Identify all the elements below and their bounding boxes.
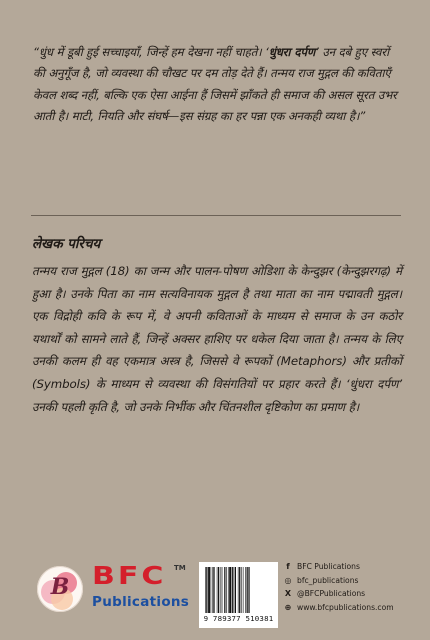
facebook-icon: f <box>286 562 290 572</box>
social-website-label: www.bfcpublications.com <box>297 602 394 612</box>
blurb-quote-open: “धुंध में डूबी हुई सच्चाइयाँ, जिन्हें हम देखना नहीं चाहते। ‘ <box>33 45 269 59</box>
social-item-facebook[interactable] <box>283 560 428 574</box>
logo-monogram: B <box>50 574 70 600</box>
social-item-website[interactable] <box>283 601 428 615</box>
section-divider <box>31 215 401 216</box>
social-facebook-label: BFC Publications <box>297 562 360 572</box>
instagram-icon: ◎ <box>284 575 292 585</box>
isbn-number: 9 789377 510381 <box>203 614 274 623</box>
social-item-instagram[interactable] <box>283 574 428 588</box>
social-links <box>283 560 428 614</box>
isbn-barcode <box>199 562 278 628</box>
footer <box>0 556 430 640</box>
globe-icon: ⊕ <box>284 602 292 612</box>
publisher-subtitle: Publications <box>92 594 190 610</box>
publisher-logo-icon <box>37 566 83 612</box>
social-item-x[interactable] <box>283 587 428 601</box>
trademark-mark: TM <box>174 564 186 572</box>
author-bio: तन्मय राज मुद्गल (18) का जन्म और पालन-पोषण ओडिशा के केन्दुझर (केन्दुझरगढ़) में हुआ है। उनके पिता का नाम सत्यविनायक मुद्गल है तथा माता का नाम पद्मावती मुद्गल। एक विद्रोही कवि के रूप में, वे अपनी कविताओं के माध्यम से समाज के उन कठोर यथार्थों को सामने लाते हैं, जिन्हें अक्सर हाशिए पर धकेल दिया जाता है। तन्मय के लिए उनकी कलम ही वह एकमात्र अस्त्र है, जिससे वे रूपकों (Metaphors) और प्रतीकों (Symbols) के माध्यम से व्यवस्था की विसंगतियों पर प्रहार करते हैं। ‘धुंधरा दर्पण’ उनकी पहली कृति है, जो उनके निर्भीक और चिंतनशील दृष्टिकोण का प्रमाण है। <box>32 264 402 414</box>
book-title: धुंधरा दर्पण <box>268 45 316 59</box>
social-x-label: @BFCPublications <box>297 589 366 599</box>
blurb-quote <box>33 42 401 128</box>
author-heading: लेखक परिचय <box>32 236 101 252</box>
barcode-bars-icon <box>204 567 273 613</box>
social-instagram-label: bfc_publications <box>297 575 359 585</box>
blurb-quote-close: ’ उन दबे हुए स्वरों की अनुगूँज है, जो व्यवस्था की चौखट पर दम तोड़ देते हैं। तन्मय राज मुद्गल की कविताएँ केवल शब्द नहीं, बल्कि एक ऐसा आईना हैं जिसमें झाँकते ही समाज की असल सूरत उभर आती है। माटी, नियति और संघर्ष—इस संग्रह का हर पन्ना एक अनकही व्यथा है।” <box>33 45 397 124</box>
x-icon: X <box>284 589 292 599</box>
publisher-wordmark: BFC <box>92 562 167 591</box>
